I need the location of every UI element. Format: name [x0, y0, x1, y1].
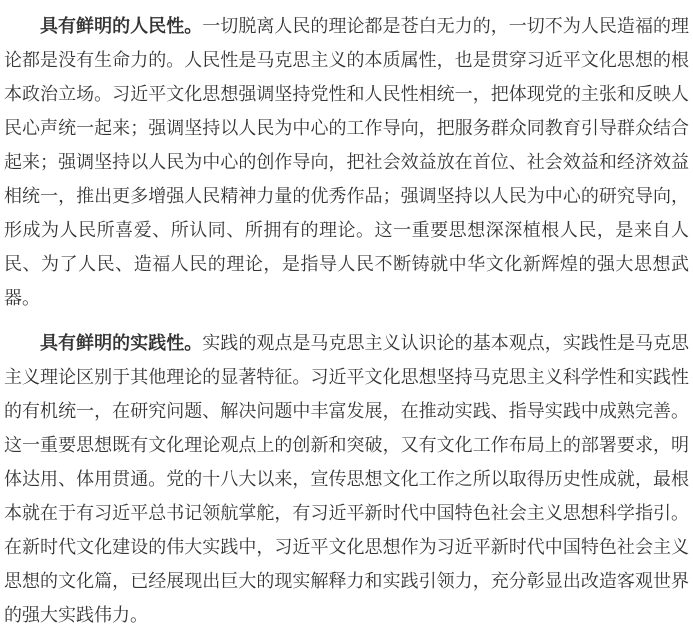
paragraph-people-oriented	[4, 9, 689, 315]
paragraph-lead-people: 具有鲜明的人民性。	[40, 16, 203, 36]
paragraph-practice-oriented	[4, 326, 689, 632]
paragraph-text-practice: 实践的观点是马克思主义认识论的基本观点，实践性是马克思主义理论区别于其他理论的显著特征。习近平文化思想坚持马克思主义科学性和实践性的有机统一，在研究问题、解决问题中丰富发展，在推动实践、指导实践中成熟完善。这一重要思想既有文化理论观点上的创新和突破，又有文化工作布局上的部署要求，明体达用、体用贯通。党的十八大以来，宣传思想文化工作之所以取得历史性成就，最根本就在于有习近平总书记领航掌舵，有习近平新时代中国特色社会主义思想科学指引。在新时代文化建设的伟大实践中，习近平文化思想作为习近平新时代中国特色社会主义思想的文化篇，已经展现出巨大的现实解释力和实践引领力，充分彰显出改造客观世界的强大实践伟力。	[4, 333, 690, 625]
paragraph-text-people: 一切脱离人民的理论都是苍白无力的，一切不为人民造福的理论都是没有生命力的。人民性是马克思主义的本质属性，也是贯穿习近平文化思想的根本政治立场。习近平文化思想强调坚持党性和人民性相统一，把体现党的主张和反映人民心声统一起来；强调坚持以人民为中心的工作导向，把服务群众同教育引导群众结合起来；强调坚持以人民为中心的创作导向，把社会效益放在首位、社会效益和经济效益相统一，推出更多增强人民精神力量的优秀作品；强调坚持以人民为中心的研究导向，形成为人民所喜爱、所认同、所拥有的理论。这一重要思想深深植根人民，是来自人民、为了人民、造福人民的理论，是指导人民不断铸就中华文化新辉煌的强大思想武器。	[4, 16, 690, 308]
paragraph-lead-practice: 具有鲜明的实践性。	[40, 333, 203, 353]
